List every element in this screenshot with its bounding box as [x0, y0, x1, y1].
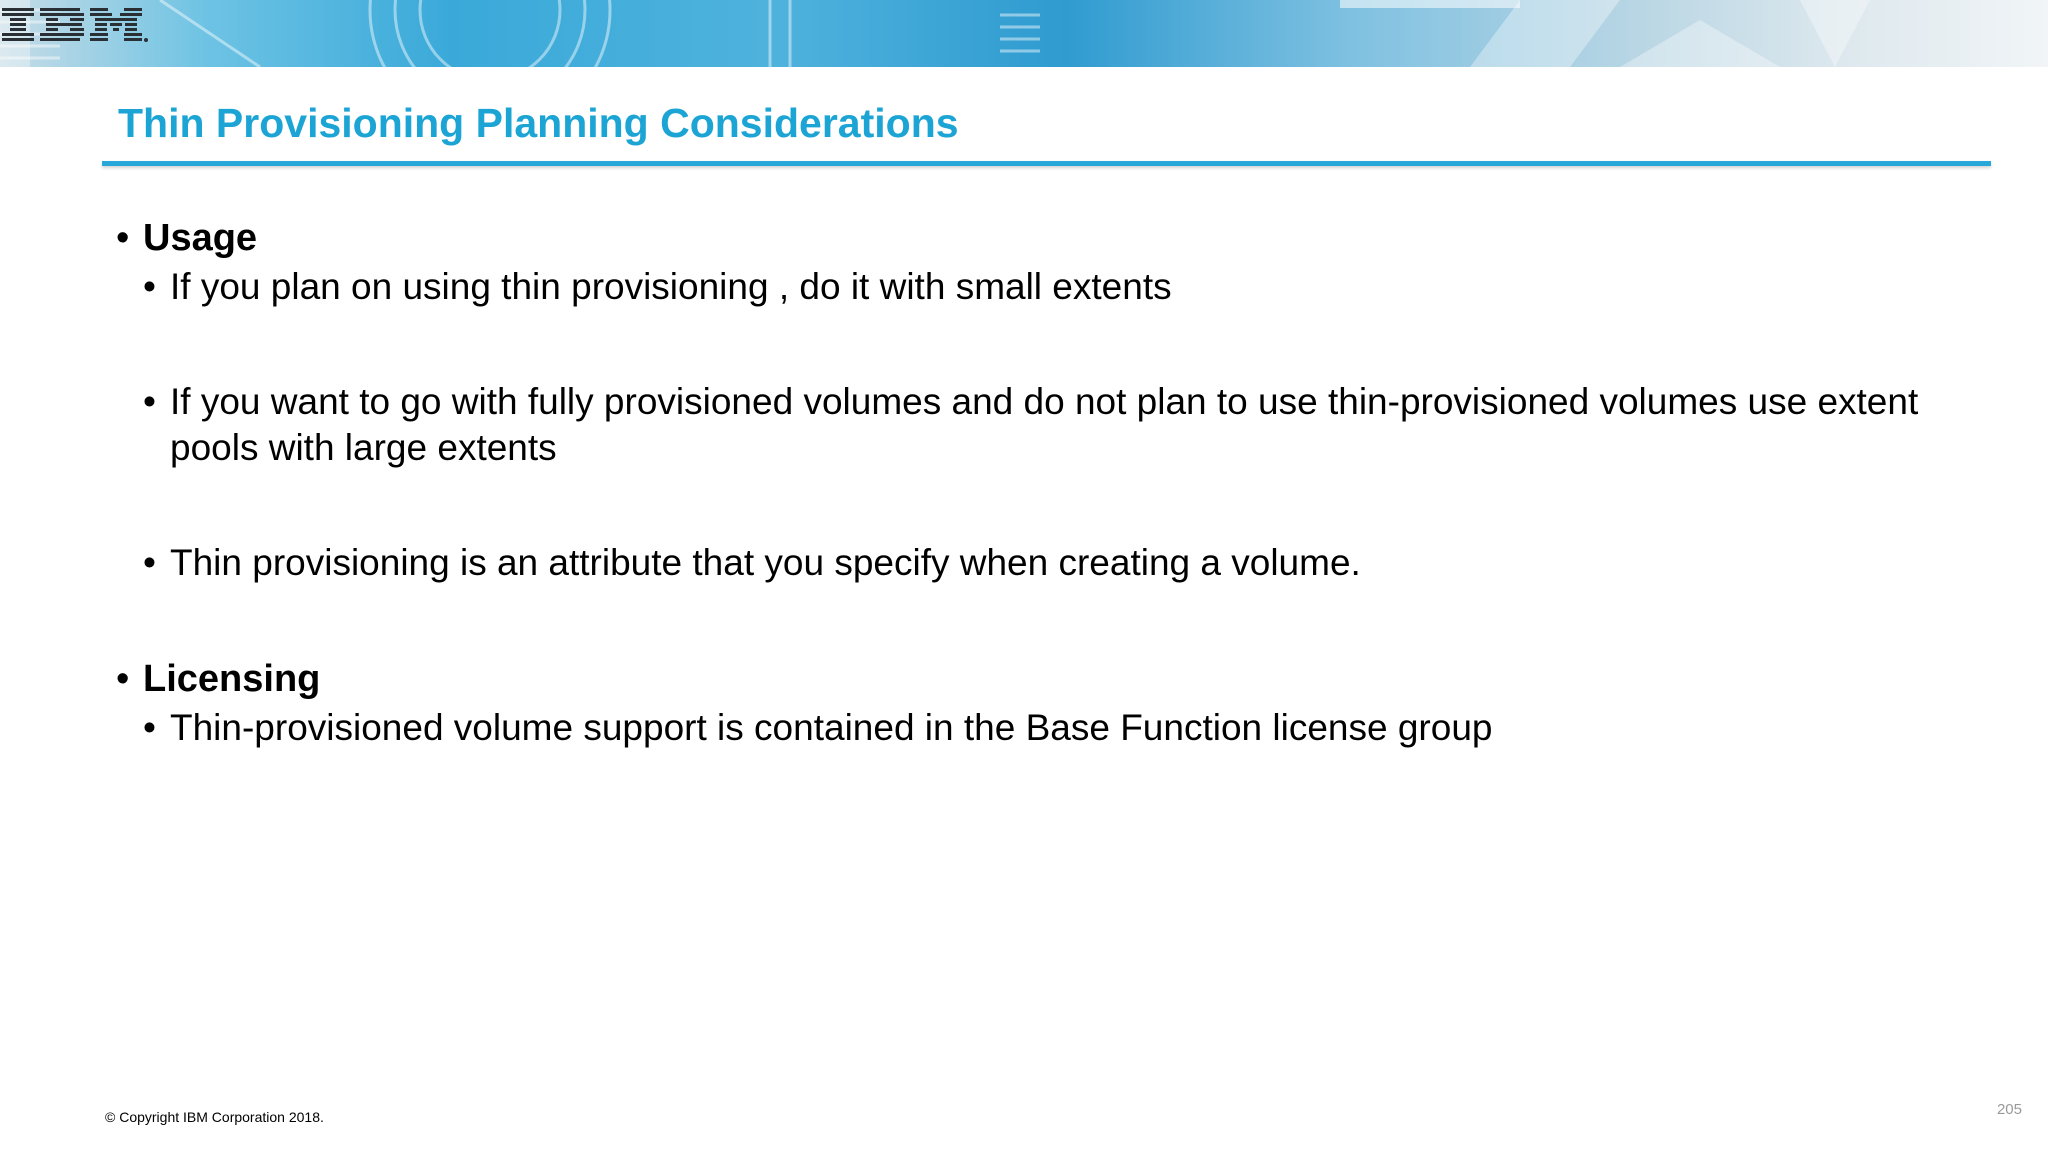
bullet-item: • If you plan on using thin provisioning , do it with small extents — [116, 264, 1956, 310]
bullet-item: • Thin-provisioned volume support is contained in the Base Function license group — [116, 705, 1956, 751]
bullet-item: • Thin provisioning is an attribute that you specify when creating a volume. — [116, 540, 1956, 586]
header-banner — [0, 0, 2048, 67]
section-heading-licensing: • Licensing — [116, 653, 1956, 705]
page-number: 205 — [1996, 1101, 2022, 1118]
ibm-logo — [0, 0, 150, 50]
slide-body — [116, 212, 1956, 751]
section-heading-usage: • Usage — [116, 212, 1956, 264]
banner-tech-graphic — [0, 0, 2048, 67]
bullet-item: • If you want to go with fully provisioned volumes and do not plan to use thin-provisioned volumes use extent pools with large extents — [116, 379, 1956, 471]
slide-title: Thin Provisioning Planning Considerations — [118, 100, 959, 146]
title-underline — [102, 161, 1991, 166]
copyright-notice: © Copyright IBM Corporation 2018. — [105, 1109, 324, 1125]
